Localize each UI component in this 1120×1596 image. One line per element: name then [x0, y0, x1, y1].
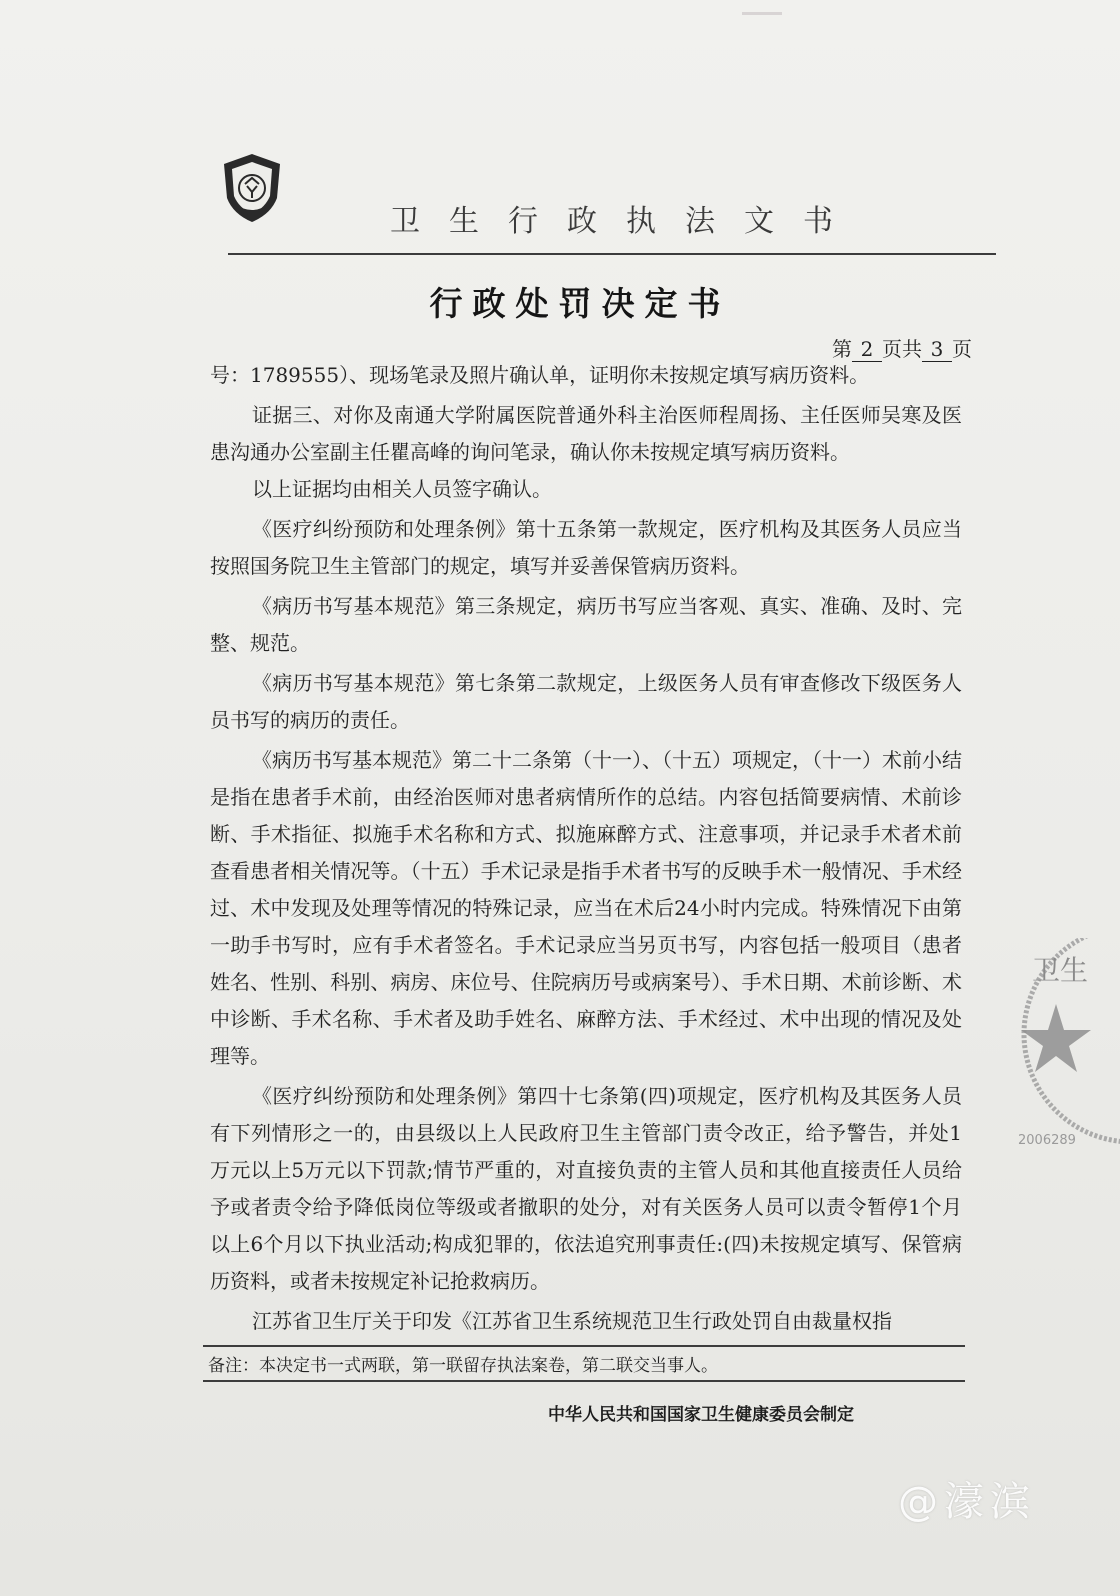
document-body — [210, 357, 962, 1340]
footer-divider-bottom — [203, 1380, 965, 1382]
paragraph: 《病历书写基本规范》第二十二条第（十一）、（十五）项规定，（十一）术前小结是指在患者手术前，由经治医师对患者病情所作的总结。内容包括简要病情、术前诊断、手术指征、拟施手术名称和方式、拟施麻醉方式、注意事项，并记录手术者术前查看患者相关情况等。（十五）手术记录是指手术者书写的反映手术一般情况、手术经过、术中发现及处理等情况的特殊记录，应当在术后24小时内完成。特殊情况下由第一助手书写时，应有手术者签名。手术记录应当另页书写，内容包括一般项目（患者姓名、性别、科别、病房、床位号、住院病历号或病案号）、手术日期、术前诊断、术中诊断、手术名称、手术者及助手姓名、麻醉方法、手术经过、术中出现的情况及处理等。 — [210, 748, 962, 1068]
seal-number: 2006289 — [1018, 1133, 1076, 1148]
paragraph: 《病历书写基本规范》第三条规定，病历书写应当客观、真实、准确、及时、完整、规范。 — [210, 594, 962, 655]
org-title: 卫生行政执法文书 — [390, 204, 862, 239]
paragraph: 《医疗纠纷预防和处理条例》第十五条第一款规定，医疗机构及其医务人员应当按照国务院卫生主管部门的规定，填写并妥善保管病历资料。 — [210, 517, 962, 578]
official-seal-icon — [1014, 938, 1120, 1166]
paragraph: 《病历书写基本规范》第七条第二款规定，上级医务人员有审查修改下级医务人员书写的病历的责任。 — [210, 671, 962, 732]
paragraph: 证据三、对你及南通大学附属医院普通外科主治医师程周扬、主任医师吴寒及医患沟通办公室副主任瞿高峰的询问笔录，确认你未按规定填写病历资料。 — [210, 403, 962, 464]
paragraph: 江苏省卫生厅关于印发《江苏省卫生系统规范卫生行政处罚自由裁量权指 — [252, 1309, 892, 1333]
top-mark — [742, 12, 782, 15]
seal-text: 卫生 — [1032, 954, 1089, 987]
form-maker: 中华人民共和国国家卫生健康委员会制定 — [548, 1405, 854, 1425]
page-current: 2 — [852, 337, 882, 362]
health-emblem-icon — [221, 152, 283, 224]
header-divider — [228, 253, 996, 255]
page-prefix: 第 — [832, 337, 852, 361]
document-title: 行政处罚决定书 — [429, 284, 731, 323]
paragraph: 以上证据均由相关人员签字确认。 — [252, 477, 552, 501]
page-suffix: 页 — [952, 337, 972, 361]
paragraph: 《医疗纠纷预防和处理条例》第四十七条第(四)项规定，医疗机构及其医务人员有下列情形之一的，由县级以上人民政府卫生主管部门责令改正，给予警告，并处1万元以上5万元以下罚款;情节严重的，对直接负责的主管人员和其他直接责任人员给予或者责令给予降低岗位等级或者撤职的处分，对有关医务人员可以责令暂停1个月以上6个月以下执业活动;构成犯罪的，依法追究刑事责任:(四)未按规定填写、保管病历资料，或者未按规定补记抢救病历。 — [210, 1084, 962, 1293]
watermark: @濠滨 — [898, 1479, 1036, 1525]
footer-divider-top — [203, 1345, 965, 1347]
page-middle: 页共 — [882, 337, 922, 361]
footer-note: 备注：本决定书一式两联，第一联留存执法案卷，第二联交当事人。 — [208, 1356, 718, 1376]
paragraph: 号：1789555）、现场笔录及照片确认单，证明你未按规定填写病历资料。 — [210, 363, 870, 387]
page-total: 3 — [922, 337, 952, 362]
